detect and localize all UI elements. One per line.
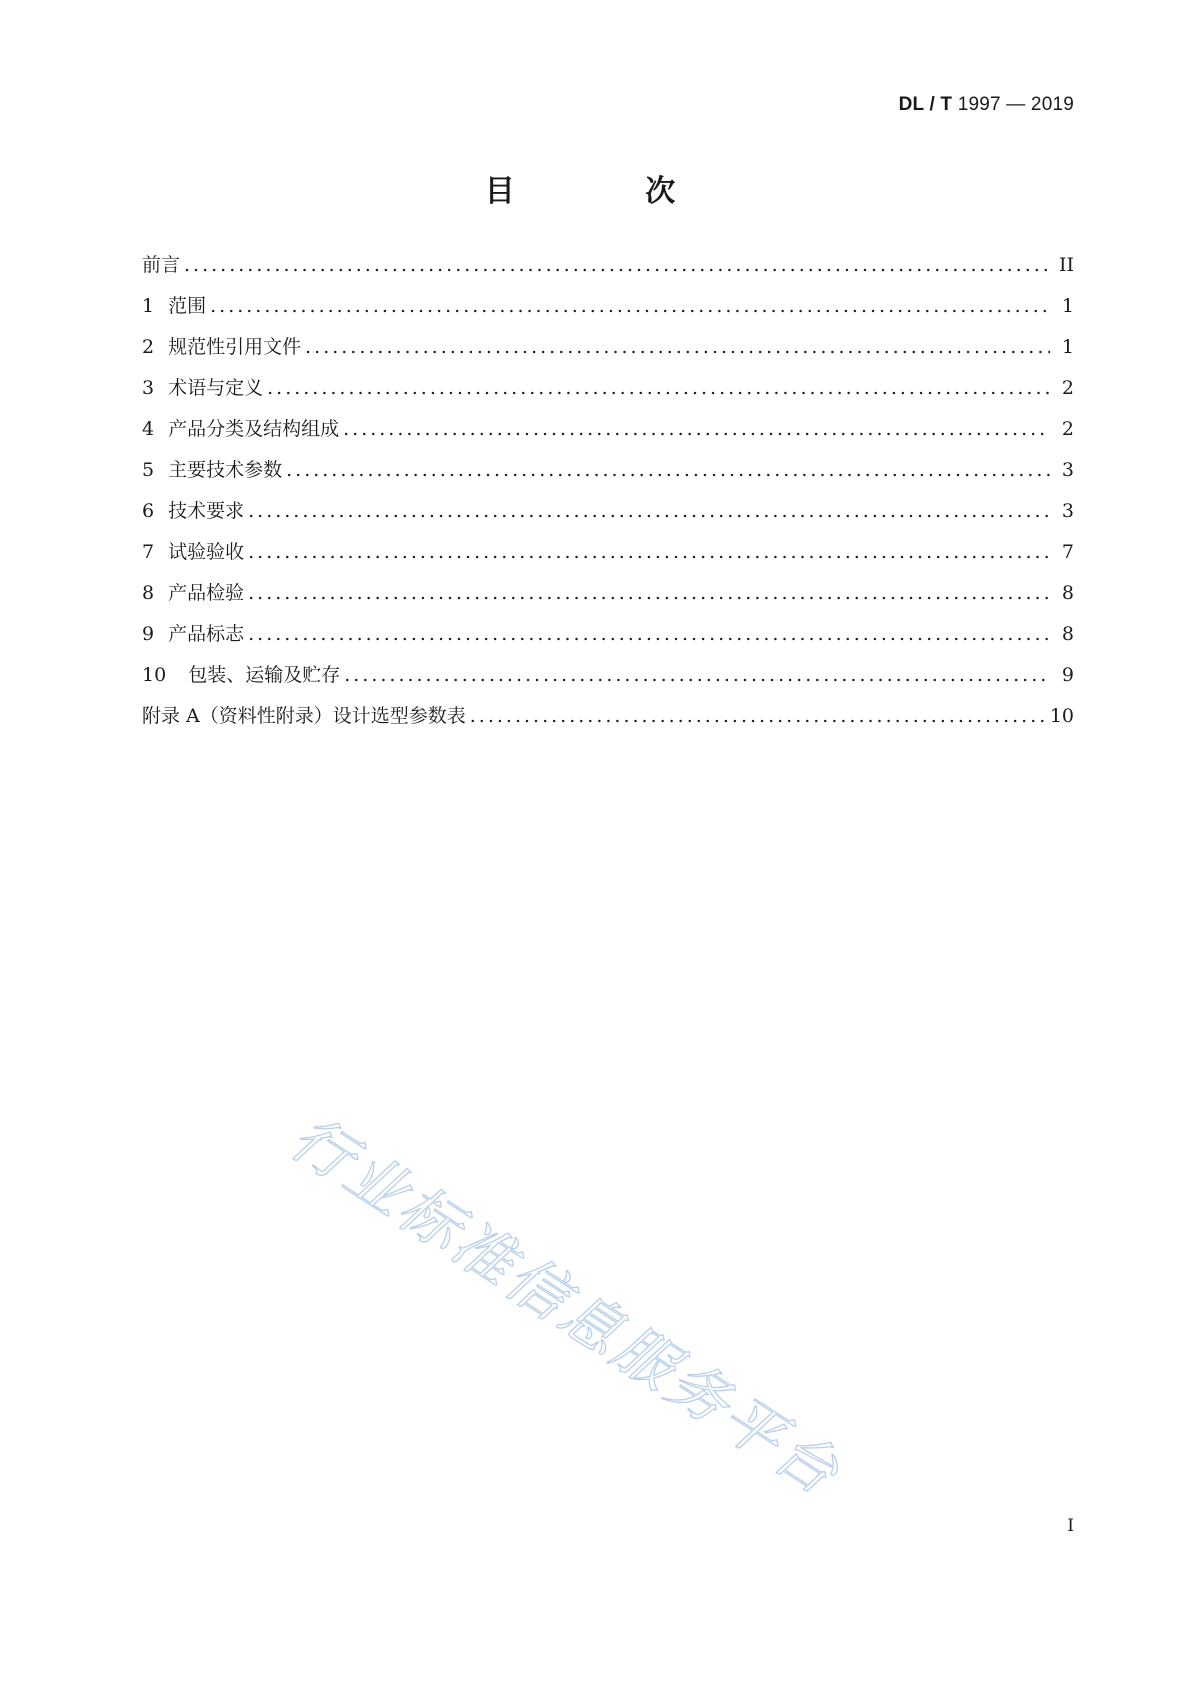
- toc-entry-1[interactable]: [142, 291, 1074, 332]
- toc-dot-leader: [210, 295, 1050, 317]
- toc-entry-page: 7: [1061, 541, 1074, 563]
- toc-entry-4[interactable]: [142, 414, 1074, 455]
- toc-entry-page: 1: [1061, 295, 1074, 317]
- toc-entry-number: 4: [142, 418, 155, 440]
- toc-entry-page: 8: [1061, 623, 1074, 645]
- toc-entry-number: 2: [142, 336, 155, 358]
- toc-entry-label: 主要技术参数: [168, 459, 283, 481]
- toc-entry-label: 试验验收: [168, 541, 245, 563]
- page-number: I: [1067, 1516, 1074, 1536]
- table-of-contents: [142, 250, 1074, 742]
- toc-entry-number: 9: [142, 623, 155, 645]
- toc-dot-leader: [248, 500, 1050, 522]
- toc-dot-leader: [286, 459, 1050, 481]
- toc-entry-label: 前言: [142, 254, 181, 276]
- toc-entry-9[interactable]: [142, 619, 1074, 660]
- toc-entry-number: 10: [142, 664, 167, 686]
- toc-entry-label: 范围: [168, 295, 207, 317]
- toc-entry-label: 产品检验: [168, 582, 245, 604]
- watermark: 行业标准信息服务平台: [278, 1102, 854, 1511]
- toc-entry-label: 规范性引用文件: [168, 336, 302, 358]
- toc-entry-number: 1: [142, 295, 155, 317]
- toc-entry-label: 产品标志: [168, 623, 245, 645]
- standard-code: [899, 94, 1074, 116]
- toc-entry-page: 1: [1061, 336, 1074, 358]
- toc-entry-10[interactable]: [142, 660, 1074, 701]
- toc-entry-page: 3: [1061, 459, 1074, 481]
- toc-entry-number: 3: [142, 377, 155, 399]
- toc-dot-leader: [248, 623, 1050, 645]
- toc-dot-leader: [248, 541, 1050, 563]
- toc-entry-number: 8: [142, 582, 155, 604]
- standard-code-prefix: DL / T: [898, 94, 953, 115]
- toc-dot-leader: [343, 418, 1050, 440]
- toc-entry-label: 包装、运输及贮存: [188, 664, 341, 686]
- toc-entry-label: 术语与定义: [168, 377, 264, 399]
- toc-entry-3[interactable]: [142, 373, 1074, 414]
- toc-dot-leader: [470, 705, 1046, 727]
- toc-entry-page: 2: [1061, 377, 1074, 399]
- toc-entry-page: 8: [1061, 582, 1074, 604]
- toc-entry-6[interactable]: [142, 496, 1074, 537]
- toc-dot-leader: [248, 582, 1050, 604]
- toc-entry-number: 7: [142, 541, 155, 563]
- page-title: 目 次: [484, 174, 736, 209]
- toc-entry-8[interactable]: [142, 578, 1074, 619]
- toc-dot-leader: [184, 254, 1050, 276]
- toc-entry-label: 附录 A（资料性附录）设计选型参数表: [142, 705, 466, 727]
- toc-entry-label: 产品分类及结构组成: [168, 418, 340, 440]
- toc-entry-page: II: [1058, 254, 1074, 276]
- toc-entry-number: 5: [142, 459, 155, 481]
- toc-entry-page: 10: [1049, 705, 1074, 727]
- toc-entry-2[interactable]: [142, 332, 1074, 373]
- toc-entry-foreword[interactable]: [142, 250, 1074, 291]
- toc-entry-appendix-a[interactable]: [142, 701, 1074, 742]
- toc-entry-label: 技术要求: [168, 500, 245, 522]
- toc-dot-leader: [267, 377, 1050, 399]
- toc-dot-leader: [305, 336, 1050, 358]
- toc-entry-5[interactable]: [142, 455, 1074, 496]
- toc-entry-number: 6: [142, 500, 155, 522]
- toc-dot-leader: [344, 664, 1050, 686]
- standard-code-number: 1997 — 2019: [952, 94, 1074, 115]
- toc-entry-7[interactable]: [142, 537, 1074, 578]
- toc-entry-page: 2: [1061, 418, 1074, 440]
- toc-entry-page: 3: [1061, 500, 1074, 522]
- toc-entry-page: 9: [1061, 664, 1074, 686]
